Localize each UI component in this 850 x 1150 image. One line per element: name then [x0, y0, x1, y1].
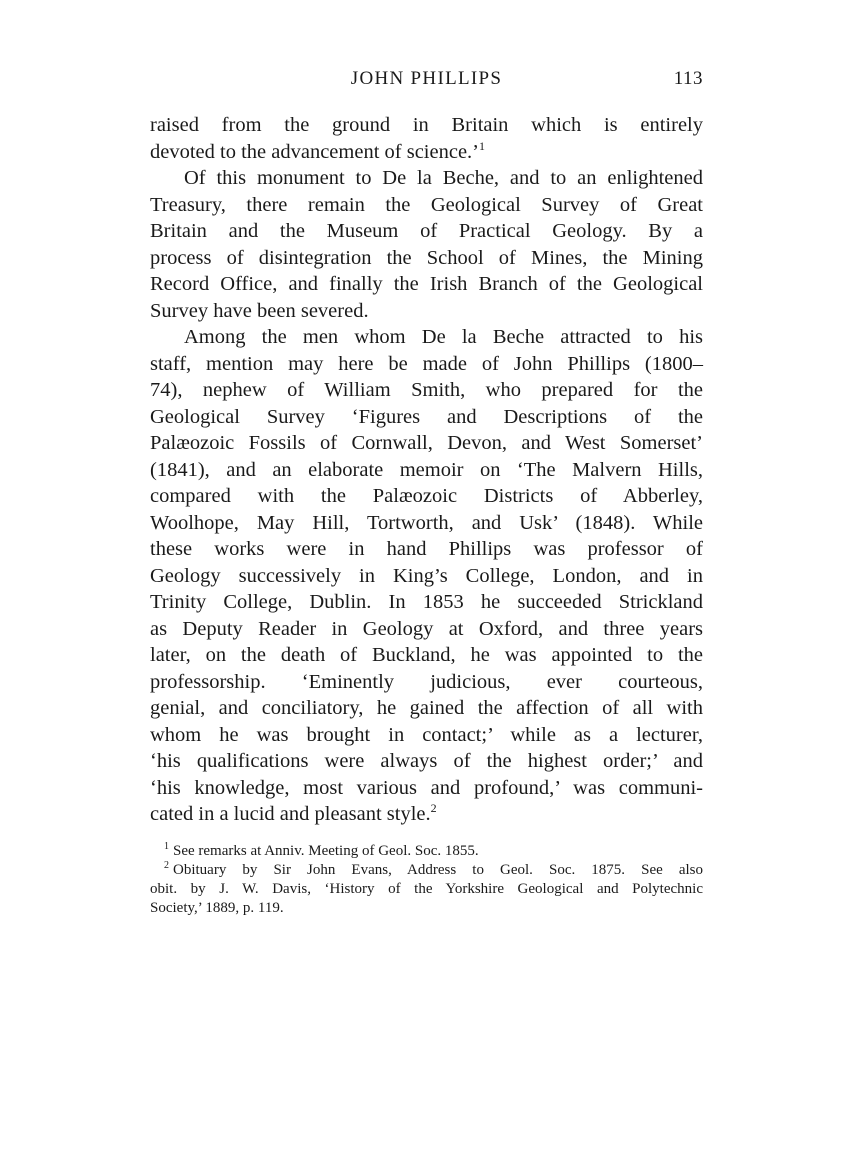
text-line: these works were in hand Phillips was professor of	[150, 538, 703, 560]
text-line: whom he was brought in contact;’ while as a lecturer,	[150, 723, 703, 746]
footnote-reference: 2	[430, 801, 437, 815]
footnote-1	[150, 842, 703, 861]
text-line: ‘his knowledge, most various and profound,’ was communi-	[150, 776, 703, 799]
text-line: Geology successively in King’s College, London, and in	[150, 564, 703, 587]
paragraph-1	[150, 112, 703, 165]
page-header	[150, 68, 703, 108]
text-line	[150, 139, 703, 166]
footnotes	[150, 842, 703, 918]
footnote-text: See remarks at Anniv. Meeting of Geol. Soc. 1855.	[173, 842, 479, 859]
running-head: JOHN PHILLIPS	[350, 68, 503, 89]
text-line: Among the men whom De la Beche attracted to his	[184, 326, 703, 348]
book-page	[150, 68, 703, 918]
footnote-text: Obituary by Sir John Evans, Address to Geol. Soc. 1875. See also	[173, 861, 703, 878]
text-line: later, on the death of Buckland, he was appointed to the	[150, 644, 703, 666]
text-line: Record Office, and finally the Irish Branch of the Geological	[150, 273, 703, 295]
paragraph-3	[150, 324, 703, 828]
footnote-text-line: Society,’ 1889, p. 119.	[150, 899, 284, 916]
text-line: raised from the ground in Britain which is entirely	[150, 114, 703, 136]
text-line: (1841), and an elaborate memoir on ‘The Malvern Hills,	[150, 458, 703, 481]
body-text	[150, 112, 703, 828]
text-line: Britain and the Museum of Practical Geology. By a	[150, 220, 703, 242]
footnote-mark: 1	[164, 840, 169, 852]
text-line: as Deputy Reader in Geology at Oxford, and three years	[150, 617, 703, 640]
text-line: staff, mention may here be made of John Phillips (1800–	[150, 352, 703, 375]
text-line-content: devoted to the advancement of science.’	[150, 140, 479, 163]
text-line	[150, 801, 703, 828]
text-line: ‘his qualifications were always of the highest order;’ and	[150, 750, 703, 772]
text-line: Geological Survey ‘Figures and Descriptions of the	[150, 405, 703, 428]
text-line: Treasury, there remain the Geological Survey of Great	[150, 193, 703, 216]
footnote-text-line: obit. by J. W. Davis, ‘History of the Yorkshire Geological and Polytechnic	[150, 880, 703, 897]
text-line: Of this monument to De la Beche, and to an enlightened	[184, 167, 703, 189]
footnote-mark: 2	[164, 859, 169, 871]
text-line: Woolhope, May Hill, Tortworth, and Usk’ (1848). While	[150, 511, 703, 534]
text-line: 74), nephew of William Smith, who prepared for the	[150, 379, 703, 401]
footnote-reference: 1	[479, 138, 485, 153]
text-line: Survey have been severed.	[150, 299, 369, 322]
text-line-content: cated in a lucid and pleasant style.	[150, 803, 431, 825]
text-line: genial, and conciliatory, he gained the affection of all with	[150, 697, 703, 719]
text-line: Trinity College, Dublin. In 1853 he succeeded Strickland	[150, 591, 703, 613]
text-line: Palæozoic Fossils of Cornwall, Devon, and West Somerset’	[150, 432, 703, 454]
text-line: professorship. ‘Eminently judicious, ever courteous,	[150, 670, 703, 693]
page-number: 113	[673, 68, 703, 89]
footnote-2	[150, 861, 703, 880]
paragraph-2	[150, 165, 703, 324]
text-line: compared with the Palæozoic Districts of Abberley,	[150, 485, 703, 507]
text-line: process of disintegration the School of Mines, the Mining	[150, 246, 703, 269]
